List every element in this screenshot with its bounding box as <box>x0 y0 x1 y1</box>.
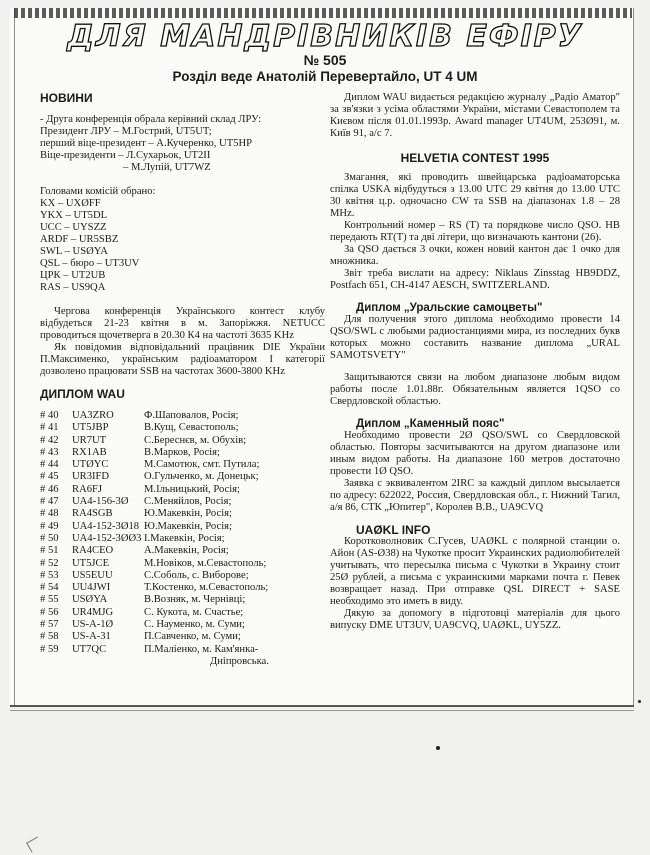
wau-callsign: US-A-31 <box>72 631 111 643</box>
byline: Розділ веде Анатолій Перевертайло, UT 4 UM <box>172 69 478 84</box>
section-title: ДЛЯ МАНДРІВНИКІВ ЕФІРУ <box>67 19 583 54</box>
wau-number: # 40 <box>40 410 59 421</box>
wau-callsign: UT7QC <box>72 643 107 655</box>
wau-row <box>40 459 325 471</box>
wau-number: # 45 <box>40 471 59 483</box>
wau-callsign: RA4CEO <box>72 545 114 557</box>
wau-callsign: UTØYC <box>72 459 109 471</box>
wau-holder: М.Самотюк, смт. Путила; <box>144 459 260 471</box>
wau-row <box>40 644 325 656</box>
kamen-heading: Диплом „Каменный пояс" <box>356 418 505 430</box>
wau-number: # 48 <box>40 508 59 520</box>
wau-row <box>40 533 325 545</box>
wau-callsign: UR4MJG <box>72 606 114 618</box>
scan-mark <box>26 836 43 852</box>
helvetia-p2: Контрольний номер – RS (T) та порядкове число QSO. HB передають RT(T) та дві літери, що визначають кантони (26). <box>330 220 620 243</box>
helvetia-p4: Звіт треба вислати на адресу: Niklaus Zinsstag HB9DDZ, Postfach 651, CH-4147 AESCH, SWITZERLAND. <box>330 268 620 291</box>
wau-callsign: UT5JBP <box>72 422 109 434</box>
wau-row <box>40 582 325 594</box>
committee-item: UCC – UYSZZ <box>40 222 107 233</box>
wau-holder: С. Кукота, м. Счастье; <box>144 606 244 618</box>
bottom-border-thin <box>10 710 634 711</box>
wau-callsign: UA4-152-3ØØ3 <box>72 532 142 544</box>
wau-number: # 47 <box>40 496 59 508</box>
wau-callsign: UA4-152-3Ø18 <box>72 520 140 532</box>
committees-intro: Головами комісій обрано: <box>40 186 156 197</box>
top-dotted-border <box>14 8 632 18</box>
wau-last-continuation: Дніпровська. <box>210 655 269 667</box>
kamen-p1: Необходимо провести 2Ø QSO/SWL со Свердловской областью. Повторы засчитываются на другом диапазоне или иным видом работы. На диапазоне 160 метров достаточно провести 1Ø QSO. <box>330 430 620 477</box>
wau-holder: В.Марков, Росія; <box>144 446 220 458</box>
wau-row <box>40 558 325 570</box>
issue-number: № 505 <box>303 52 347 68</box>
wau-holder: Ю.Макевкін, Росія; <box>144 508 232 520</box>
wau-holder: М.Новіков, м.Севастополь; <box>144 557 267 569</box>
wau-row <box>40 521 325 533</box>
news-heading: НОВИНИ <box>40 91 93 105</box>
wau-number: # 49 <box>40 520 59 532</box>
wau-number: # 41 <box>40 422 59 434</box>
wau-number: # 50 <box>40 532 59 544</box>
wau-callsign: UA3ZRO <box>72 410 114 421</box>
news-line: Віце-президенти – Л.Сухарьок, UT2II <box>40 150 211 161</box>
wau-holder: М.Ільницький, Росія; <box>144 483 240 495</box>
wau-number: # 58 <box>40 631 59 643</box>
committee-item: SWL – USØYA <box>40 246 108 257</box>
uaokl-heading: UAØKL INFO <box>356 523 431 537</box>
wau-number: # 46 <box>40 483 59 495</box>
bottom-border <box>10 705 634 707</box>
wau-row <box>40 508 325 520</box>
wau-callsign: UU4JWI <box>72 582 111 594</box>
uaokl-p1: Коротковолновик С.Гусев, UAØKL с полярной станции о. Айон (AS-Ø38) на Чукотке просит Украинских радиолюбителей учитывать, что пересылка письма с Чукотки в Украину стоит 25Ø рублей, а письма с украинскими марками почта г. Певек возвращает назад. При отправке QSL DIRECT + SASE необходимо это иметь в виду. <box>330 536 620 607</box>
wau-callsign: RA4SGB <box>72 508 113 520</box>
wau-callsign: UR3IFD <box>72 471 110 483</box>
wau-number: # 57 <box>40 619 59 631</box>
wau-holder: О.Гульченко, м. Донецьк; <box>144 471 259 483</box>
helvetia-p1: Змагання, які проводить швейцарська радіоаматорська спілка USKA відбудуться з 13.00 UTC 29 квітня до 13.00 UTC 30 квітня ц.р. одночасно CW та SSB на діапазонах 1.8 – 28 MHz. <box>330 172 620 219</box>
ural-p1: Для получения этого диплома необходимо провести 14 QSO/SWL с любыми радиостанциями мира, из последних букв которых можно составить название диплома „URAL SAMOTSVETY" <box>330 314 620 361</box>
wau-row <box>40 545 325 557</box>
wau-number: # 43 <box>40 446 59 458</box>
wau-callsign: RA6FJ <box>72 483 103 495</box>
wau-row <box>40 471 325 483</box>
wau-row <box>40 496 325 508</box>
uaokl-p2: Дякую за допомогу в підготовці матеріалів для цього випуску DME UT3UV, UA9CVQ, UAØKL, UY5ZZ. <box>330 608 620 631</box>
right-column <box>330 92 620 632</box>
wau-row <box>40 447 325 459</box>
wau-description: Диплом WAU видається редакцією журналу „Радіо Аматор" за зв'язки з усіма областями України, містами Севастополем та Києвом після 01.01.1993р. Award manager UT4UM, 253Ø91, м. Київ 91, а/с 7. <box>330 92 620 139</box>
wau-table <box>40 410 325 656</box>
wau-holder: А.Макевкін, Росія; <box>144 545 229 557</box>
wau-number: # 59 <box>40 643 59 655</box>
wau-holder: С.Береснєв, м. Обухів; <box>144 434 247 446</box>
wau-holder: С.Соболь, с. Виборове; <box>144 569 249 581</box>
wau-number: # 56 <box>40 606 59 618</box>
news-line: – М.Лупій, UT7WZ <box>123 162 211 173</box>
wau-row <box>40 435 325 447</box>
wau-holder: П.Савченко, м. Суми; <box>144 631 241 643</box>
wau-number: # 44 <box>40 459 59 471</box>
wau-holder: П.Маліенко, м. Кам'янка- <box>144 643 259 655</box>
wau-holder: І.Макевкін, Росія; <box>144 532 225 544</box>
wau-holder: Ф.Шаповалов, Росія; <box>144 410 239 421</box>
wau-number: # 51 <box>40 545 59 557</box>
wau-heading: ДИПЛОМ WAU <box>40 387 125 401</box>
wau-callsign: USØYA <box>72 594 108 606</box>
wau-number: # 55 <box>40 594 59 606</box>
wau-number: # 42 <box>40 434 59 446</box>
wau-holder: В.Кущ, Севастополь; <box>144 422 239 434</box>
wau-holder: Т.Костенко, м.Севастополь; <box>144 582 269 594</box>
wau-row <box>40 594 325 606</box>
wau-row <box>40 410 325 422</box>
kamen-p2: Заявка с эквивалентом 2IRC за каждый диплом высылается по адресу: 622022, Россия, Свердловская обл., г. Нижний Тагил, а/я 86, СТК „Юпитер", Королев В.В., UA9CVQ <box>330 478 620 513</box>
helvetia-p3: За QSO дається 3 очки, кожен новий кантон дає 1 очко для множника. <box>330 244 620 267</box>
news-line: Президент ЛРУ – М.Гострий, UT5UT; <box>40 126 212 137</box>
wau-number: # 53 <box>40 569 59 581</box>
scan-speck <box>638 700 641 703</box>
committee-item: ARDF – UR5SBZ <box>40 234 119 245</box>
wau-holder: С. Науменко, м. Суми; <box>144 619 245 631</box>
wau-callsign: UR7UT <box>72 434 107 446</box>
wau-callsign: UT5JCE <box>72 557 110 569</box>
scan-speck <box>436 746 440 750</box>
news-line: - Друга конференція обрала керівний склад ЛРУ: <box>40 114 262 125</box>
committee-item: RAS – US9QA <box>40 282 106 293</box>
left-column <box>40 92 325 668</box>
helvetia-heading: HELVETIA CONTEST 1995 <box>400 151 550 165</box>
wau-row <box>40 570 325 582</box>
committees-list <box>40 198 325 294</box>
wau-callsign: US-A-1Ø <box>72 619 114 631</box>
wau-number: # 54 <box>40 582 59 594</box>
committee-item: YKX – UT5DL <box>40 210 108 221</box>
wau-callsign: US5EUU <box>72 569 113 581</box>
ssb-paragraph: Як повідомив відповідальний працівник DIE України П.Максименко, українським радіоаматором І категорії дозволено працювати SSB на частотах 3600-3800 KHz <box>40 342 325 377</box>
wau-callsign: UA4-156-3Ø <box>72 496 129 508</box>
committee-item: KX – UXØFF <box>40 198 101 209</box>
wau-row <box>40 607 325 619</box>
committee-item: ЦРК – UT2UB <box>40 270 106 281</box>
news-line: перший віце-президент – А.Кучеренко, UT5HP <box>40 138 253 149</box>
conference-paragraph: Чергова конференція Українського контест клубу відбудеться 21-23 квітня в м. Запоріжжя. NETUCC проводиться щочетверга в 20.30 К4 на частоті 3635 KHz <box>40 306 325 341</box>
wau-row <box>40 484 325 496</box>
wau-row <box>40 422 325 434</box>
wau-row <box>40 619 325 631</box>
wau-callsign: RX1AB <box>72 446 107 458</box>
ural-heading: Диплом „Уральские самоцветы" <box>356 302 543 314</box>
wau-holder: С.Меняйлов, Росія; <box>144 496 232 508</box>
ural-p2: Защитываются связи на любом диапазоне любым видом работы после 1.01.88г. Обязательным является 1QSO со Свердловской областью. <box>330 372 620 407</box>
committee-item: QSL – бюро – UT3UV <box>40 258 140 269</box>
wau-row <box>40 631 325 643</box>
wau-holder: В.Возняк, м. Чернівці; <box>144 594 246 606</box>
wau-number: # 52 <box>40 557 59 569</box>
wau-holder: Ю.Макевкін, Росія; <box>144 520 232 532</box>
